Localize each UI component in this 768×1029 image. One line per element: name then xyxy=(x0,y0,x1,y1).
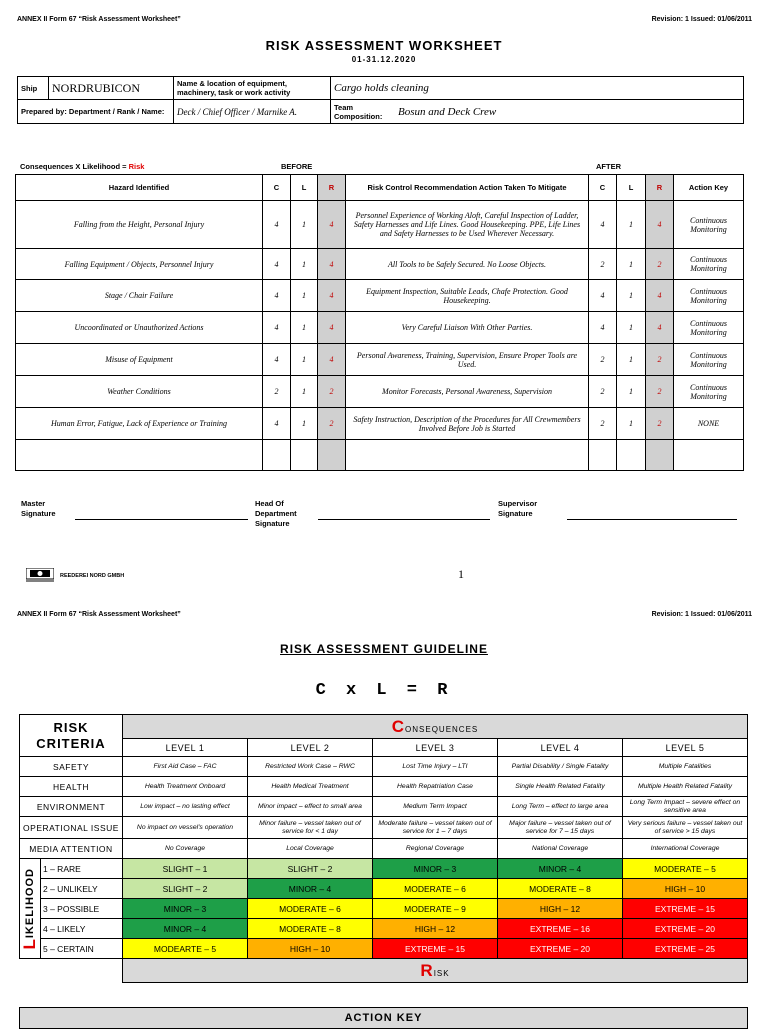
criteria-cell: Minor impact – effect to small area xyxy=(248,797,373,817)
criteria-cell: Partial Disability / Single Fatality xyxy=(498,757,623,777)
formula-prefix: Consequences X Likelihood = xyxy=(20,162,129,171)
risk-matrix-cell: MODERATE – 6 xyxy=(373,879,498,899)
action-key-header: ACTION KEY xyxy=(19,1007,748,1029)
page1-header-right: Revision: 1 Issued: 01/06/2011 xyxy=(651,16,752,23)
risk-row xyxy=(16,408,744,440)
c-before-cell: 4 xyxy=(263,344,291,376)
likelihood-label xyxy=(20,859,41,959)
col-l2: L xyxy=(617,175,646,201)
formula-line xyxy=(20,162,144,171)
criteria-cell: Major failure – vessel taken out of service for 7 – 15 days xyxy=(498,817,623,839)
action-key-cell: Continuous Monitoring xyxy=(674,376,744,408)
criteria-cell: Very serious failure – vessel taken out of service > 15 days xyxy=(623,817,748,839)
empty-cell[interactable] xyxy=(263,440,291,471)
prepared-value: Deck / Chief Officer / Marnike A. xyxy=(174,100,331,124)
l-before-cell: 1 xyxy=(291,408,318,440)
matrix-row xyxy=(20,939,748,959)
criteria-cell: National Coverage xyxy=(498,839,623,859)
risk-matrix-cell: MODEARTE – 5 xyxy=(123,939,248,959)
criteria-cell: Multiple Health Related Fatality xyxy=(623,777,748,797)
page2-title: RISK ASSESSMENT GUIDELINE xyxy=(280,642,488,656)
risk-matrix-cell: SLIGHT – 2 xyxy=(248,859,373,879)
empty-cell[interactable] xyxy=(589,440,617,471)
empty-cell[interactable] xyxy=(16,440,263,471)
risk-matrix-cell: EXTREME – 20 xyxy=(623,919,748,939)
action-key-cell: Continuous Monitoring xyxy=(674,344,744,376)
matrix-row xyxy=(20,879,748,899)
criteria-cell: Minor failure – vessel taken out of service for < 1 day xyxy=(248,817,373,839)
control-cell: Personal Awareness, Training, Supervision, Ensure Proper Tools are Used. xyxy=(346,344,589,376)
criteria-cell: Restricted Work Case – RWC xyxy=(248,757,373,777)
guideline-formula: C x L = R xyxy=(315,681,453,700)
r-after-cell: 4 xyxy=(646,280,674,312)
r-before-cell: 4 xyxy=(318,280,346,312)
empty-cell[interactable] xyxy=(318,440,346,471)
criteria-label: ENVIRONMENT xyxy=(20,797,123,817)
company-name: REEDEREI NORD GMBH xyxy=(60,573,125,579)
col-hazard: Hazard Identified xyxy=(16,175,263,201)
criteria-cell: Health Medical Treatment xyxy=(248,777,373,797)
matrix-row xyxy=(20,899,748,919)
l-after-cell: 1 xyxy=(617,408,646,440)
risk-matrix-cell: SLIGHT – 2 xyxy=(123,879,248,899)
r-before-cell: 4 xyxy=(318,249,346,280)
criteria-cell: Long Term Impact – severe effect on sensitive area xyxy=(623,797,748,817)
criteria-cell: Long Term – effect to large area xyxy=(498,797,623,817)
control-cell: All Tools to be Safely Secured. No Loose Objects. xyxy=(346,249,589,280)
r-after-cell: 4 xyxy=(646,201,674,249)
page1-title: RISK ASSESSMENT WORKSHEET xyxy=(265,38,503,53)
criteria-label: OPERATIONAL ISSUE xyxy=(20,817,123,839)
c-after-cell: 2 xyxy=(589,376,617,408)
action-key-cell: Continuous Monitoring xyxy=(674,312,744,344)
level-header: LEVEL 4 xyxy=(498,739,623,757)
col-action: Action Key xyxy=(674,175,744,201)
l-after-cell: 1 xyxy=(617,249,646,280)
formula-risk: Risk xyxy=(128,162,145,171)
criteria-cell: Single Health Related Fatality xyxy=(498,777,623,797)
likelihood-level: 1 – RARE xyxy=(41,859,123,879)
ship-value: NORDRUBICON xyxy=(49,77,174,100)
risk-letter: R xyxy=(420,960,434,980)
action-key-cell: Continuous Monitoring xyxy=(674,249,744,280)
level-header: LEVEL 2 xyxy=(248,739,373,757)
l-after-cell: 1 xyxy=(617,344,646,376)
criteria-cell: Lost Time Injury – LTI xyxy=(373,757,498,777)
criteria-row xyxy=(20,817,748,839)
r-before-cell: 4 xyxy=(318,312,346,344)
col-l: L xyxy=(291,175,318,201)
criteria-label: SAFETY xyxy=(20,757,123,777)
risk-matrix-cell: MODERATE – 8 xyxy=(248,919,373,939)
risk-matrix-cell: EXTREME – 25 xyxy=(623,939,748,959)
consequences-header xyxy=(123,715,748,739)
l-before-cell: 1 xyxy=(291,201,318,249)
control-cell: Very Careful Liaison With Other Parties. xyxy=(346,312,589,344)
criteria-cell: Health Treatment Onboard xyxy=(123,777,248,797)
risk-matrix-cell: HIGH – 12 xyxy=(373,919,498,939)
risk-row xyxy=(16,201,744,249)
r-before-cell: 4 xyxy=(318,344,346,376)
hazard-cell: Falling Equipment / Objects, Personnel Injury xyxy=(16,249,263,280)
control-cell: Monitor Forecasts, Personal Awareness, Supervision xyxy=(346,376,589,408)
criteria-cell: First Aid Case – FAC xyxy=(123,757,248,777)
c-after-cell: 2 xyxy=(589,344,617,376)
l-before-cell: 1 xyxy=(291,280,318,312)
consequences-letter: C xyxy=(391,716,406,736)
equipment-value: Cargo holds cleaning xyxy=(331,77,744,100)
likelihood-level: 3 – POSSIBLE xyxy=(41,899,123,919)
matrix-row xyxy=(20,859,748,879)
guideline-table xyxy=(19,714,748,983)
level-header: LEVEL 3 xyxy=(373,739,498,757)
risk-matrix-cell: HIGH – 12 xyxy=(498,899,623,919)
col-c: C xyxy=(263,175,291,201)
risk-row xyxy=(16,249,744,280)
likelihood-level: 2 – UNLIKELY xyxy=(41,879,123,899)
criteria-cell: Moderate failure – vessel taken out of service for 1 – 7 days xyxy=(373,817,498,839)
c-after-cell: 4 xyxy=(589,312,617,344)
criteria-cell: Regional Coverage xyxy=(373,839,498,859)
ship-label: Ship xyxy=(18,77,49,100)
matrix-row xyxy=(20,919,748,939)
col-r2: R xyxy=(646,175,674,201)
risk-criteria: RISK CRITERIA xyxy=(20,715,123,757)
criteria-cell: Multiple Fatalities xyxy=(623,757,748,777)
risk-matrix-cell: MODERATE – 9 xyxy=(373,899,498,919)
risk-matrix-cell: MINOR – 4 xyxy=(248,879,373,899)
c-before-cell: 2 xyxy=(263,376,291,408)
before-label: BEFORE xyxy=(281,162,313,171)
c-before-cell: 4 xyxy=(263,201,291,249)
company-logo-icon xyxy=(26,568,54,582)
action-key-cell: NONE xyxy=(674,408,744,440)
empty-cell[interactable] xyxy=(646,440,674,471)
risk-matrix-cell: HIGH – 10 xyxy=(623,879,748,899)
action-key-cell: Continuous Monitoring xyxy=(674,280,744,312)
criteria-row xyxy=(20,839,748,859)
hazard-cell: Stage / Chair Failure xyxy=(16,280,263,312)
criteria-cell: International Coverage xyxy=(623,839,748,859)
risk-rest: ISK xyxy=(433,968,450,978)
risk-matrix-cell: EXTREME – 15 xyxy=(623,899,748,919)
risk-matrix-cell: EXTREME – 15 xyxy=(373,939,498,959)
criteria-label: HEALTH xyxy=(20,777,123,797)
r-before-cell: 4 xyxy=(318,201,346,249)
empty-cell[interactable] xyxy=(346,440,589,471)
empty-row[interactable] xyxy=(16,440,744,471)
risk-footer xyxy=(123,959,748,983)
col-c2: C xyxy=(589,175,617,201)
consequences-rest: ONSEQUENCES xyxy=(405,724,479,734)
control-cell: Equipment Inspection, Suitable Leads, Chafe Protection. Good Housekeeping. xyxy=(346,280,589,312)
supervisor-signature-label: Supervisor Signature xyxy=(498,499,538,518)
l-after-cell: 1 xyxy=(617,201,646,249)
c-after-cell: 4 xyxy=(589,201,617,249)
r-after-cell: 2 xyxy=(646,408,674,440)
after-label: AFTER xyxy=(596,162,621,171)
hazard-cell: Human Error, Fatigue, Lack of Experience or Training xyxy=(16,408,263,440)
master-signature-line[interactable] xyxy=(75,519,248,520)
l-before-cell: 1 xyxy=(291,312,318,344)
c-before-cell: 4 xyxy=(263,249,291,280)
risk-row xyxy=(16,280,744,312)
risk-matrix-cell: MINOR – 3 xyxy=(373,859,498,879)
c-after-cell: 4 xyxy=(589,280,617,312)
risk-matrix-cell: HIGH – 10 xyxy=(248,939,373,959)
criteria-row xyxy=(20,777,748,797)
l-after-cell: 1 xyxy=(617,280,646,312)
criteria-cell: No impact on vessel's operation xyxy=(123,817,248,839)
equipment-label: Name & location of equipment, machinery, task or work activity xyxy=(174,77,331,100)
prepared-label: Prepared by: Department / Rank / Name: xyxy=(18,100,174,124)
likelihood-rest: IKELIHOOD xyxy=(24,867,36,938)
col-r: R xyxy=(318,175,346,201)
criteria-cell: No Coverage xyxy=(123,839,248,859)
c-after-cell: 2 xyxy=(589,408,617,440)
info-table xyxy=(17,76,744,124)
risk-matrix-cell: MINOR – 4 xyxy=(498,859,623,879)
team-value: Bosun and Deck Crew xyxy=(398,105,497,118)
criteria-cell: Medium Term Impact xyxy=(373,797,498,817)
r-after-cell: 2 xyxy=(646,344,674,376)
head-signature-line[interactable] xyxy=(318,519,490,520)
risk-matrix-cell: MODERATE – 5 xyxy=(623,859,748,879)
supervisor-signature-line[interactable] xyxy=(567,519,737,520)
r-before-cell: 2 xyxy=(318,408,346,440)
c-before-cell: 4 xyxy=(263,408,291,440)
risk-matrix-cell: EXTREME – 16 xyxy=(498,919,623,939)
likelihood-level: 5 – CERTAIN xyxy=(41,939,123,959)
l-after-cell: 1 xyxy=(617,312,646,344)
l-before-cell: 1 xyxy=(291,376,318,408)
page1-header-left: ANNEX II Form 67 “Risk Assessment Worksheet” xyxy=(17,16,181,23)
page-number: 1 xyxy=(458,567,464,581)
action-key-cell: Continuous Monitoring xyxy=(674,201,744,249)
level-header: LEVEL 5 xyxy=(623,739,748,757)
c-before-cell: 4 xyxy=(263,280,291,312)
risk-matrix-cell: MINOR – 3 xyxy=(123,899,248,919)
master-signature-label: Master Signature xyxy=(21,499,56,518)
l-before-cell: 1 xyxy=(291,344,318,376)
team-label: Team Composition: xyxy=(334,102,383,121)
risk-row xyxy=(16,376,744,408)
l-before-cell: 1 xyxy=(291,249,318,280)
empty-cell[interactable] xyxy=(291,440,318,471)
level-header: LEVEL 1 xyxy=(123,739,248,757)
hazard-cell: Weather Conditions xyxy=(16,376,263,408)
criteria-label: MEDIA ATTENTION xyxy=(20,839,123,859)
risk-matrix-cell: EXTREME – 20 xyxy=(498,939,623,959)
r-before-cell: 2 xyxy=(318,376,346,408)
risk-matrix-cell: MODERATE – 8 xyxy=(498,879,623,899)
risk-row xyxy=(16,312,744,344)
likelihood-level: 4 – LIKELY xyxy=(41,919,123,939)
page1-date: 01-31.12.2020 xyxy=(351,55,417,64)
page2-header-left: ANNEX II Form 67 “Risk Assessment Worksheet” xyxy=(17,611,181,618)
r-after-cell: 2 xyxy=(646,249,674,280)
control-cell: Personnel Experience of Working Aloft, Careful Inspection of Ladder, Safety Harnesses and Life Lines. Good Housekeeping. PPE, Life Lines and Safety Harnesses to be Used Wherever Necessary. xyxy=(346,201,589,249)
col-control: Risk Control Recommendation Action Taken To Mitigate xyxy=(346,175,589,201)
head-signature-label: Head Of Department Signature xyxy=(255,499,297,528)
c-after-cell: 2 xyxy=(589,249,617,280)
page2-header-right: Revision: 1 Issued: 01/06/2011 xyxy=(651,611,752,618)
likelihood-letter: L xyxy=(20,937,39,950)
r-after-cell: 4 xyxy=(646,312,674,344)
l-after-cell: 1 xyxy=(617,376,646,408)
risk-matrix-cell: MODERATE – 6 xyxy=(248,899,373,919)
hazard-cell: Falling from the Height, Personal Injury xyxy=(16,201,263,249)
criteria-row xyxy=(20,757,748,777)
c-before-cell: 4 xyxy=(263,312,291,344)
criteria-cell: Low impact – no lasting effect xyxy=(123,797,248,817)
criteria-cell: Local Coverage xyxy=(248,839,373,859)
empty-cell[interactable] xyxy=(617,440,646,471)
r-after-cell: 2 xyxy=(646,376,674,408)
criteria-row xyxy=(20,797,748,817)
criteria-cell: Health Repatriation Case xyxy=(373,777,498,797)
risk-table xyxy=(15,174,744,471)
hazard-cell: Uncoordinated or Unauthorized Actions xyxy=(16,312,263,344)
risk-matrix-cell: MINOR – 4 xyxy=(123,919,248,939)
control-cell: Safety Instruction, Description of the Procedures for All Crewmembers Involved Before Job is Started xyxy=(346,408,589,440)
hazard-cell: Misuse of Equipment xyxy=(16,344,263,376)
empty-cell[interactable] xyxy=(674,440,744,471)
risk-row xyxy=(16,344,744,376)
risk-matrix-cell: SLIGHT – 1 xyxy=(123,859,248,879)
